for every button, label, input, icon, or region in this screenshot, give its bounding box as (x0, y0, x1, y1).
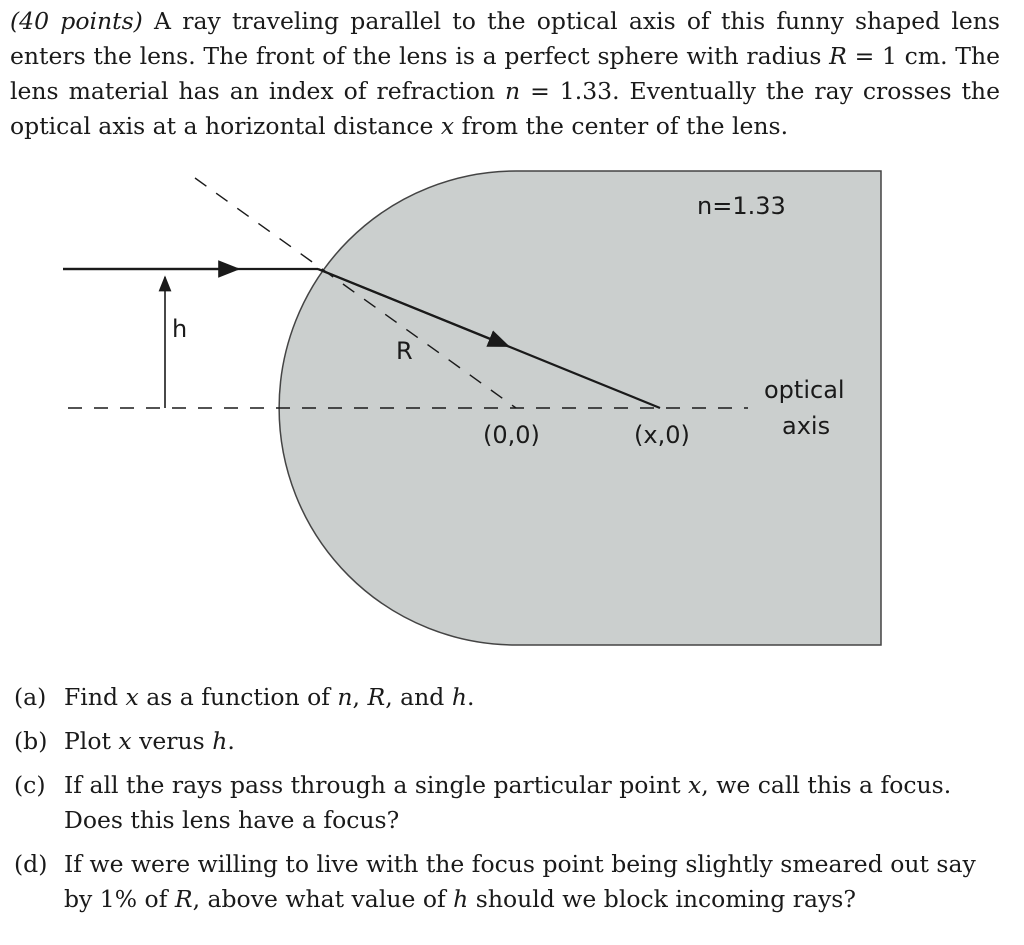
intro-eq-1: = 1 cm. The lens material has an index of refraction (10, 42, 1001, 105)
lens-diagram (0, 150, 1024, 660)
index-label: n=1.33 (697, 192, 786, 220)
part-a (14, 680, 1004, 715)
part-label: (d) (14, 850, 48, 878)
problem-statement (10, 4, 1000, 144)
origin-label: (0,0) (483, 421, 540, 449)
symbol-R: R (829, 42, 847, 70)
height-label: h (172, 315, 188, 343)
part-label: (a) (14, 683, 47, 711)
part-label: (c) (14, 771, 46, 799)
points-label: (40 points) (10, 7, 143, 35)
intro-text: A ray traveling parallel to the optical axis of this funny shaped lens enters the lens. The front of the lens is a perfect sphere with radius (10, 7, 1000, 70)
part-label: (b) (14, 727, 48, 755)
optical-axis-label-2: axis (782, 412, 831, 440)
part-text: If all the rays pass through a single particular point x, we call this a focus. Does this lens have a focus? (64, 771, 952, 834)
part-c (14, 768, 1004, 838)
symbol-n: n (504, 77, 521, 105)
optical-axis-label-1: optical (764, 376, 845, 404)
part-b (14, 724, 1004, 759)
part-text: Plot x verus h. (64, 727, 235, 755)
part-text: If we were willing to live with the focus point being slightly smeared out say by 1% of R, above what value of h should we block incoming rays? (64, 850, 976, 913)
part-d (14, 847, 1004, 917)
part-text: Find x as a function of n, R, and h. (64, 683, 475, 711)
intro-end: from the center of the lens. (454, 112, 789, 140)
lens-body (279, 171, 881, 645)
intro-eq-2: = 1.33. Eventually the ray crosses the optical axis at a horizontal distance (10, 77, 1000, 140)
symbol-x: x (440, 112, 455, 140)
question-parts (14, 680, 1004, 926)
intersection-label: (x,0) (634, 421, 690, 449)
radius-label: R (396, 337, 413, 365)
